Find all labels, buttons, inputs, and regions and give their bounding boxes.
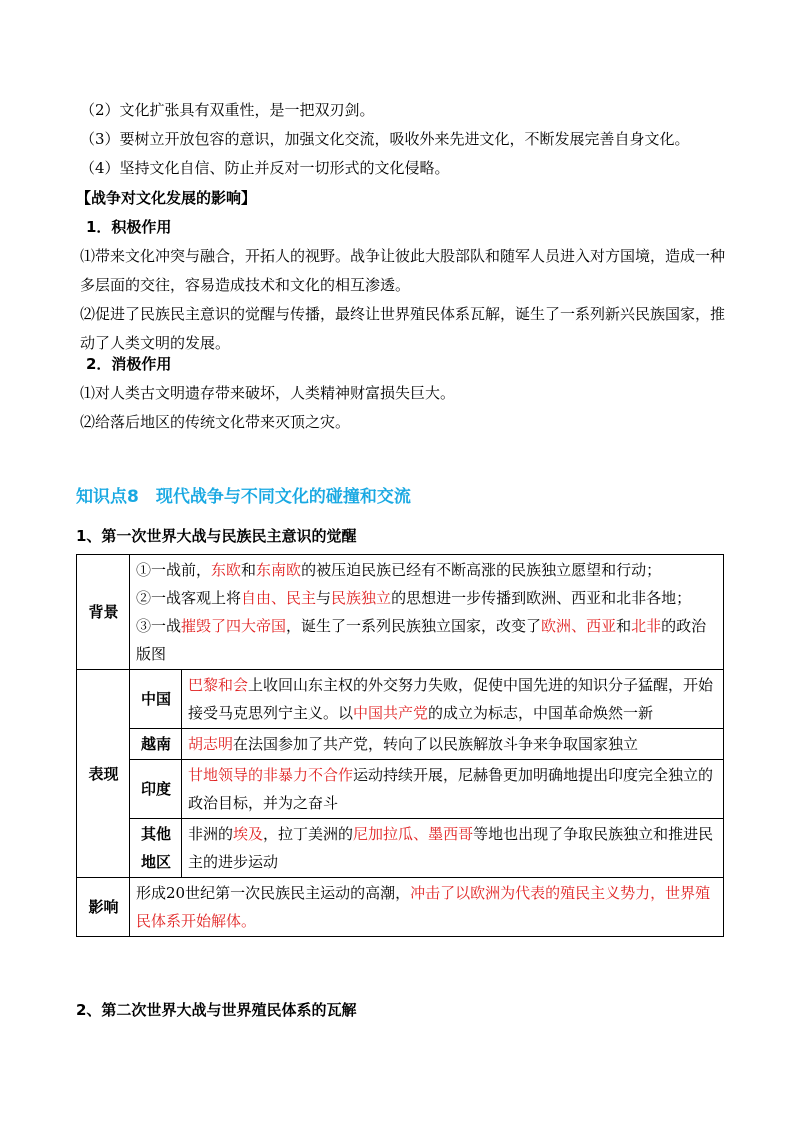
negative-effect-2: ⑵给落后地区的传统文化带来灭顶之灾。 [80,413,351,431]
table-row [77,878,724,937]
background-item: ③一战摧毁了四大帝国，诞生了一系列民族独立国家，改变了欧洲、西亚和北非的政治版图 [136,617,707,663]
background-content [130,555,724,670]
background-item: ①一战前，东欧和东南欧的被压迫民族已经有不断高涨的民族独立愿望和行动； [136,561,662,579]
table-row [77,555,724,670]
other-regions-content: 非洲的埃及，拉丁美洲的尼加拉瓜、墨西哥等地也出现了争取民族独立和推进民主的进步运动 [182,819,724,878]
table-row [77,760,724,819]
background-label: 背景 [77,555,130,670]
impact-content: 形成20世纪第一次民族民主运动的高潮，冲击了以欧洲为代表的殖民主义势力，世界殖民体系开始解体。 [130,878,724,937]
intro-point-3: （3）要树立开放包容的意识，加强文化交流，吸收外来先进文化，不断发展完善自身文化。 [80,130,690,148]
section-2-title: 2、第二次世界大战与世界殖民体系的瓦解 [76,1001,357,1019]
performance-label: 表现 [77,670,130,878]
india-label: 印度 [130,760,182,819]
war-effect-heading: 【战争对文化发展的影响】 [76,189,257,207]
other-regions-label: 其他地区 [130,819,182,878]
impact-label: 影响 [77,878,130,937]
china-content: 巴黎和会上收回山东主权的外交努力失败，促使中国先进的知识分子猛醒，开始接受马克思列宁主义。以中国共产党的成立为标志，中国革命焕然一新 [182,670,724,729]
intro-point-4: （4）坚持文化自信、防止并反对一切形式的文化侵略。 [80,159,450,177]
table-row [77,819,724,878]
vietnam-content: 胡志明在法国参加了共产党，转向了以民族解放斗争来争取国家独立 [182,729,724,760]
vietnam-label: 越南 [130,729,182,760]
positive-effect-1: ⑴带来文化冲突与融合，开拓人的视野。战争让彼此大股部队和随军人员进入对方国境，造成一种多层面的交往，容易造成技术和文化的相互渗透。 [80,247,726,294]
background-item: ②一战客观上将自由、民主与民族独立的思想进一步传播到欧洲、西亚和北非各地； [136,589,692,607]
table-row [77,670,724,729]
china-label: 中国 [130,670,182,729]
positive-effect-title: 1．积极作用 [86,218,172,236]
intro-point-2: （2）文化扩张具有双重性，是一把双刃剑。 [80,101,375,119]
india-content: 甘地领导的非暴力不合作运动持续开展，尼赫鲁更加明确地提出印度完全独立的政治目标，并为之奋斗 [182,760,724,819]
knowledge-point-title: 知识点8 现代战争与不同文化的碰撞和交流 [76,487,411,507]
table-row [77,729,724,760]
negative-effect-title: 2．消极作用 [86,355,172,373]
negative-effect-1: ⑴对人类古文明遗存带来破坏，人类精神财富损失巨大。 [80,384,456,402]
wwi-table [76,554,724,937]
positive-effect-2: ⑵促进了民族民主意识的觉醒与传播，最终让世界殖民体系瓦解，诞生了一系列新兴民族国家，推动了人类文明的发展。 [80,305,726,352]
section-1-title: 1、第一次世界大战与民族民主意识的觉醒 [76,527,357,545]
